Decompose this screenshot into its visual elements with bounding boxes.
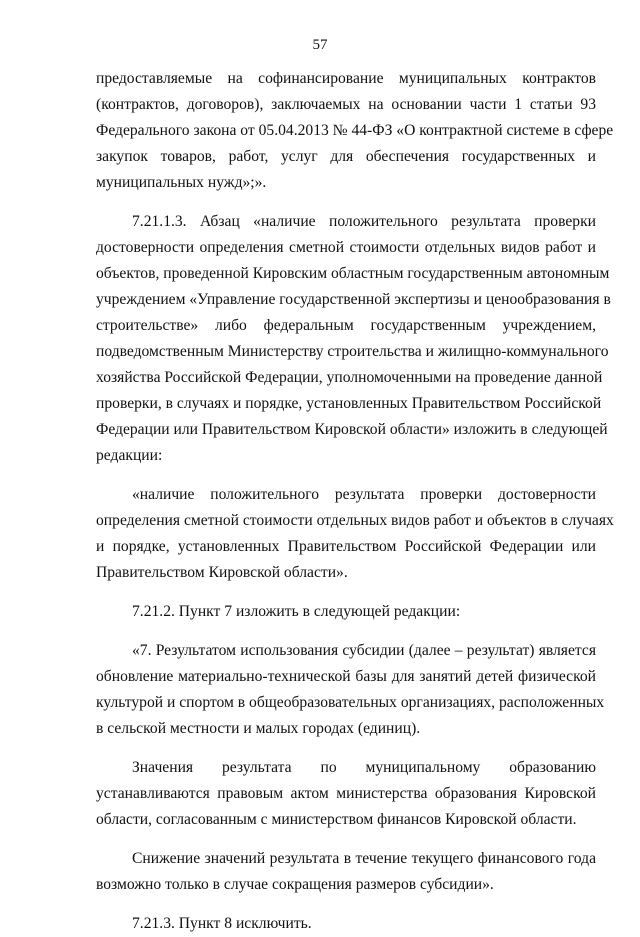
paragraph [96, 209, 611, 469]
text-line: культурой и спортом в общеобразовательных организациях, расположенных [96, 694, 605, 711]
text-line: обновление материально-технической базы для занятий детей физической [96, 668, 596, 685]
text-line: 7.21.1.3. Абзац «наличие положительного результата проверки [132, 213, 596, 230]
text-line: учреждением «Управление государственной экспертизы и ценообразования в [96, 291, 611, 308]
text-line: Снижение значений результата в течение текущего финансового года [132, 850, 596, 867]
paragraph-gap [96, 196, 596, 209]
text-line: Федерального закона от 05.04.2013 № 44-ФЗ «О контрактной системе в сфере [96, 122, 614, 139]
text-line: возможно только в случае сокращения размеров субсидии». [96, 876, 494, 893]
text-line: области, согласованным с министерством финансов Кировской области. [96, 811, 577, 828]
paragraph-gap [96, 469, 596, 482]
text-line: (контрактов, договоров), заключаемых на основании части 1 статьи 93 [96, 96, 596, 113]
text-line: объектов, проведенной Кировским областным государственным автономным [96, 265, 610, 282]
text-line: закупок товаров, работ, услуг для обеспечения государственных и [96, 148, 596, 165]
text-line: «7. Результатом использования субсидии (далее – результат) является [132, 642, 596, 659]
paragraph [96, 846, 596, 898]
text-line: предоставляемые на софинансирование муниципальных контрактов [96, 70, 596, 87]
paragraph-gap [96, 586, 596, 599]
text-line: подведомственным Министерству строительства и жилищно-коммунального [96, 343, 609, 360]
text-line: достоверности определения сметной стоимости отдельных видов работ и [96, 239, 596, 256]
text-line: хозяйства Российской Федерации, уполномоченными на проведение данной [96, 369, 603, 386]
page-number: 57 [312, 37, 328, 53]
paragraph-gap [96, 742, 596, 755]
text-line: проверки, в случаях и порядке, установленных Правительством Российской [96, 395, 602, 412]
text-line: определения сметной стоимости отдельных видов работ и объектов в случаях [96, 512, 614, 529]
text-line: устанавливаются правовым актом министерства образования Кировской [96, 785, 596, 802]
text-line: редакции: [96, 447, 163, 464]
text-line: в сельской местности и малых городах (единиц). [96, 720, 421, 737]
text-line: Правительством Кировской области». [96, 564, 348, 581]
paragraph [96, 911, 596, 937]
text-line: 7.21.2. Пункт 7 изложить в следующей редакции: [132, 603, 461, 620]
text-line: 7.21.3. Пункт 8 исключить. [132, 915, 312, 932]
text-line: строительстве» либо федеральным государственным учреждением, [96, 317, 596, 334]
paragraph [96, 755, 596, 833]
text-line: муниципальных нужд»;». [96, 174, 267, 191]
text-line: «наличие положительного результата проверки достоверности [132, 486, 596, 503]
text-line: Значения результата по муниципальному образованию [132, 759, 596, 776]
document-body [96, 66, 614, 937]
paragraph [96, 482, 614, 586]
paragraph [96, 599, 596, 625]
paragraph [96, 638, 605, 742]
paragraph [96, 66, 614, 196]
text-line: и порядке, установленных Правительством Российской Федерации или [96, 538, 596, 555]
paragraph-gap [96, 833, 596, 846]
paragraph-gap [96, 625, 596, 638]
text-line: Федерации или Правительством Кировской области» изложить в следующей [96, 421, 608, 438]
